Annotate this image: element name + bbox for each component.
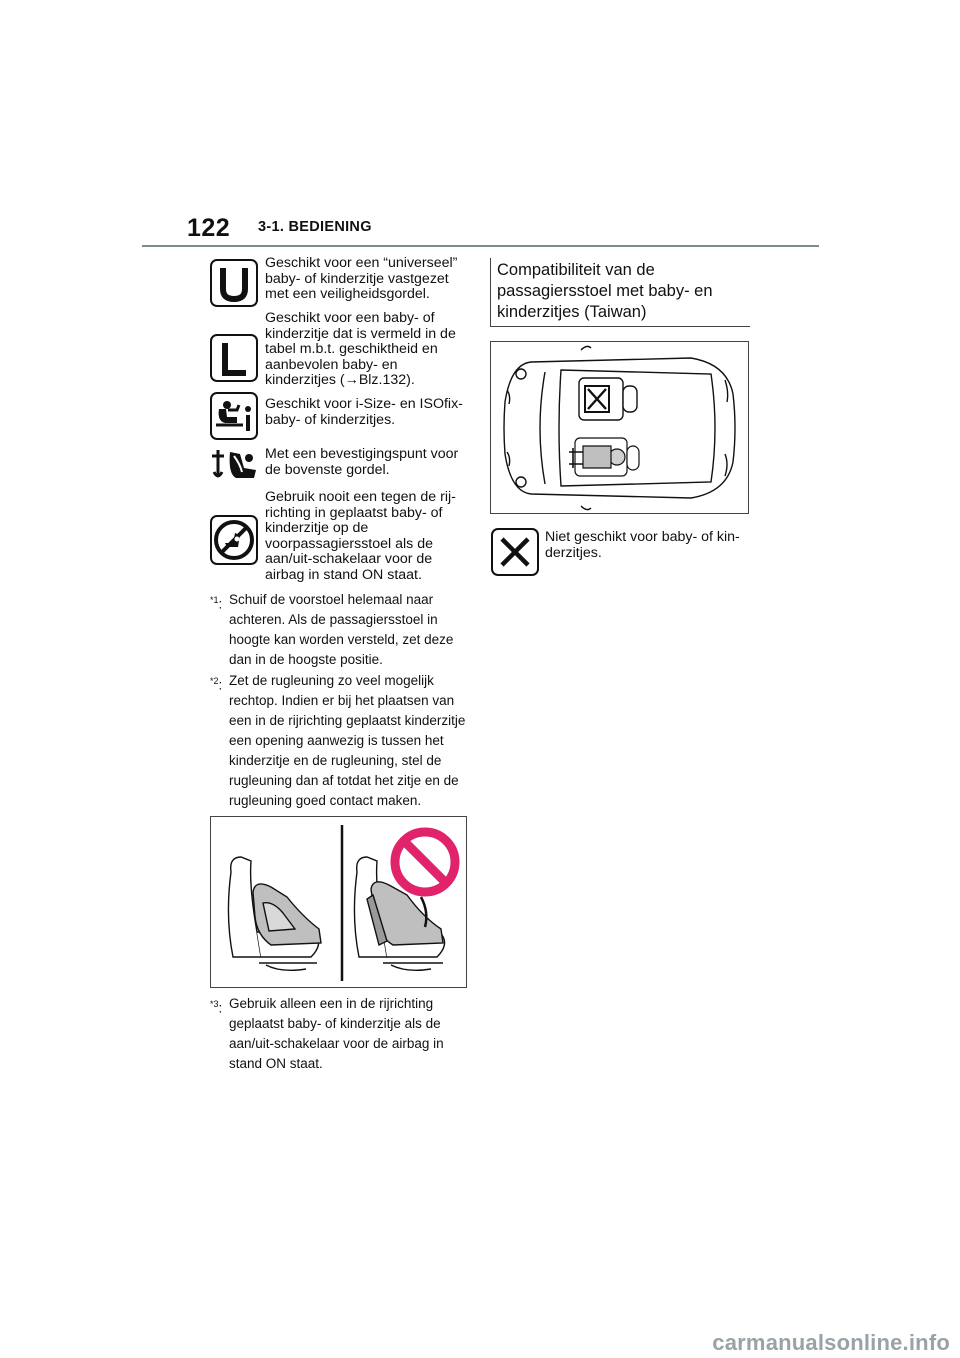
forward-facing-seat xyxy=(228,857,321,970)
top-tether-icon xyxy=(210,446,260,486)
section-title: 3-1. BEDIENING xyxy=(258,219,372,235)
car-diagram xyxy=(490,341,749,514)
prohibited-sign-icon xyxy=(395,832,455,892)
footnote-text: Zet de rugleuning zo veel mogelijk rechtop. Indien er bij het plaatsen van een in de rijrichting geplaatst kinderzitje een opening aanwezig is tussen het kinderzitje en de rugleuning, stel de rugleuning dan af totdat het zitje en de rugleuning goed contact maken. xyxy=(229,673,466,808)
footnote-2 xyxy=(210,671,470,811)
rear-seat-child xyxy=(569,438,639,476)
footnote-text: Gebruik alleen een in de rijrichting geplaatst baby- of kinderzitje als de aan/uit-schakelaar voor de airbag in stand ON staat. xyxy=(229,996,444,1071)
footnote-text: Schuif de voorstoel helemaal naar achteren. Als de passagiersstoel in hoogte kan worden versteld, zet deze dan in de hoogste positie. xyxy=(229,592,454,667)
cross-legend-text: Niet geschikt voor baby- of kin-derzitjes. xyxy=(545,529,740,561)
u-letter-icon xyxy=(210,259,258,307)
seat-illustration xyxy=(210,816,467,988)
footnote-mark: $^{*2}$: xyxy=(210,676,223,693)
symbol-text-isofix: Geschikt voor i-Size- en ISOfix-baby- of kinderzitjes. xyxy=(265,396,463,428)
symbol-text-tether: Met een bevestigingspunt voor de bovenste gordel. xyxy=(265,446,459,478)
footnote-mark: $^{*3}$: xyxy=(210,999,223,1016)
footnote-1 xyxy=(210,590,470,670)
watermark: carmanualsonline.info xyxy=(712,1330,950,1355)
footnote-3 xyxy=(210,994,470,1074)
symbol-text-l: Geschikt voor een baby- of kinderzitje dat is vermeld in de tabel m.b.t. geschiktheid en aanbevolen baby- en kinderzitjes (→Blz.132). xyxy=(265,310,456,389)
cross-icon xyxy=(491,528,539,576)
front-seat-crossed xyxy=(579,378,637,420)
symbol-text-prohibited: Gebruik nooit een tegen de rij-richting in geplaatst baby- of kinderzitje op de voorpassagiersstoel als de aan/uit-schakelaar voor de airbag in stand ON staat. xyxy=(265,489,456,583)
symbol-text-u: Geschikt voor een “universeel” baby- of kinderzitje vastgezet met een veiligheidsgordel. xyxy=(265,255,458,303)
footnote-mark: $^{*1}$: xyxy=(210,595,223,612)
isofix-icon xyxy=(210,392,258,440)
header-rule xyxy=(142,245,819,247)
compat-title: Compatibiliteit van de passagiersstoel met baby- en kinderzitjes (Taiwan) xyxy=(497,261,713,321)
l-letter-icon xyxy=(210,334,258,382)
prohibited-rear-facing-icon xyxy=(210,515,258,565)
page-number: 122 xyxy=(187,214,231,242)
